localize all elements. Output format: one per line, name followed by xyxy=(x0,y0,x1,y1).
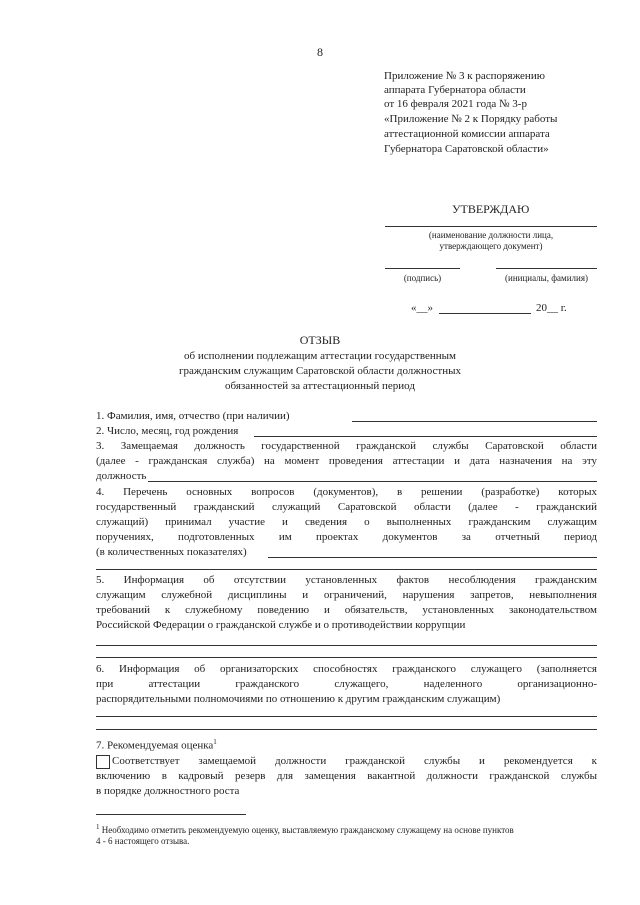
appendix-line-1: Приложение № 3 к распоряжению xyxy=(384,70,545,82)
date-month-line xyxy=(439,313,531,314)
footnote-separator xyxy=(96,814,246,815)
date-day: «__» xyxy=(411,302,433,314)
signature-line xyxy=(385,268,460,269)
item-6-line-3: распорядительными полномочиями по отношению к другим гражданским служащим) xyxy=(96,693,501,705)
assessment-option-1-line-3: в порядке должностного роста xyxy=(96,785,240,797)
item-7-label xyxy=(96,736,217,753)
name-caption: (инициалы, фамилия) xyxy=(505,273,588,283)
item-3-line-3: должность xyxy=(96,470,147,482)
doc-subtitle-1: об исполнении подлежащим аттестации государственным xyxy=(184,350,456,362)
signature-caption: (подпись) xyxy=(403,273,442,283)
item-4-field-2 xyxy=(96,569,597,570)
item-6-line-2: при аттестации гражданского служащего, наделенного организационно- xyxy=(96,678,597,690)
doc-subtitle-2: гражданским служащим Саратовской области должностных xyxy=(178,365,462,377)
footnote-line-2: 4 - 6 настоящего отзыва. xyxy=(96,836,190,846)
date-year: 20__ г. xyxy=(536,302,567,314)
item-6-field-1 xyxy=(96,716,597,717)
item-4-line-1: 4. Перечень основных вопросов (документов), в решении (разработке) которых xyxy=(96,486,597,498)
item-4-line-5: (в количественных показателях) xyxy=(96,546,247,558)
item-5-line-1: 5. Информация об отсутствии установленных фактов несоблюдения гражданским xyxy=(96,574,597,586)
appendix-line-4: «Приложение № 2 к Порядку работы xyxy=(384,113,558,125)
item-1-label: 1. Фамилия, имя, отчество (при наличии) xyxy=(96,410,290,422)
item-5-field-1 xyxy=(96,645,597,646)
assessment-option-1-line-1: Соответствует замещаемой должности гражданской службы и рекомендуется к xyxy=(112,755,597,767)
position-caption-2: утверждающего документ) xyxy=(439,241,543,251)
item-5-line-2: служащим служебной дисциплины и ограничений, нарушения запретов, невыполнения xyxy=(96,589,597,601)
assessment-option-1-checkbox[interactable] xyxy=(96,755,110,769)
item-4-line-2: государственный гражданский служащий Саратовской области (далее - гражданский xyxy=(96,501,597,513)
item-3-line-2: (далее - гражданская служба) на момент проведения аттестации и дата назначения на эту xyxy=(96,455,597,467)
approve-title: УТВЕРЖДАЮ xyxy=(452,202,530,216)
footnote-line-1 xyxy=(96,822,514,836)
assessment-option-1-line-2: включению в кадровый резерв для замещения вакантной должности гражданской службы xyxy=(96,770,597,782)
item-5-field-2 xyxy=(96,657,597,658)
item-4-line-4: поручениях, подготовленных им проектах документов за отчетный период xyxy=(96,531,597,543)
doc-subtitle-3: обязанностей за аттестационный период xyxy=(225,380,415,392)
doc-title: ОТЗЫВ xyxy=(299,333,341,347)
item-4-line-3: служащий) принимал участие и сведения о выполненных гражданским служащим xyxy=(96,516,597,528)
page-number: 8 xyxy=(317,45,323,59)
position-caption-1: (наименование должности лица, xyxy=(428,230,554,240)
name-line xyxy=(496,268,597,269)
appendix-line-2: аппарата Губернатора области xyxy=(384,84,526,96)
item-6-field-2 xyxy=(96,729,597,730)
item-3-field xyxy=(148,481,597,482)
item-7-text: 7. Рекомендуемая оценка xyxy=(96,739,214,752)
item-5-line-4: Российской Федерации о гражданской службе и о противодействии коррупции xyxy=(96,619,466,631)
item-5-line-3: требований к служебному поведению и обязательств, установленных законодательством xyxy=(96,604,597,616)
item-2-label: 2. Число, месяц, год рождения xyxy=(96,425,239,437)
position-line xyxy=(385,226,597,227)
item-2-field xyxy=(254,436,597,437)
appendix-line-3: от 16 февраля 2021 года № 3-р xyxy=(384,98,527,110)
footnote-text-1: Необходимо отметить рекомендуемую оценку, выставляемую гражданскому служащему на основе пунктов xyxy=(101,825,514,835)
item-1-field xyxy=(352,421,597,422)
appendix-line-5: аттестационной комиссии аппарата xyxy=(384,128,550,140)
footnote-mark: 1 xyxy=(96,823,100,831)
item-3-line-1: 3. Замещаемая должность государственной гражданской службы Саратовской области xyxy=(96,440,597,452)
appendix-line-6: Губернатора Саратовской области» xyxy=(384,143,549,155)
item-4-field-1 xyxy=(268,557,597,558)
item-7-footnote-ref: 1 xyxy=(213,738,217,746)
item-6-line-1: 6. Информация об организаторских способностях гражданского служащего (заполняется xyxy=(96,663,597,675)
